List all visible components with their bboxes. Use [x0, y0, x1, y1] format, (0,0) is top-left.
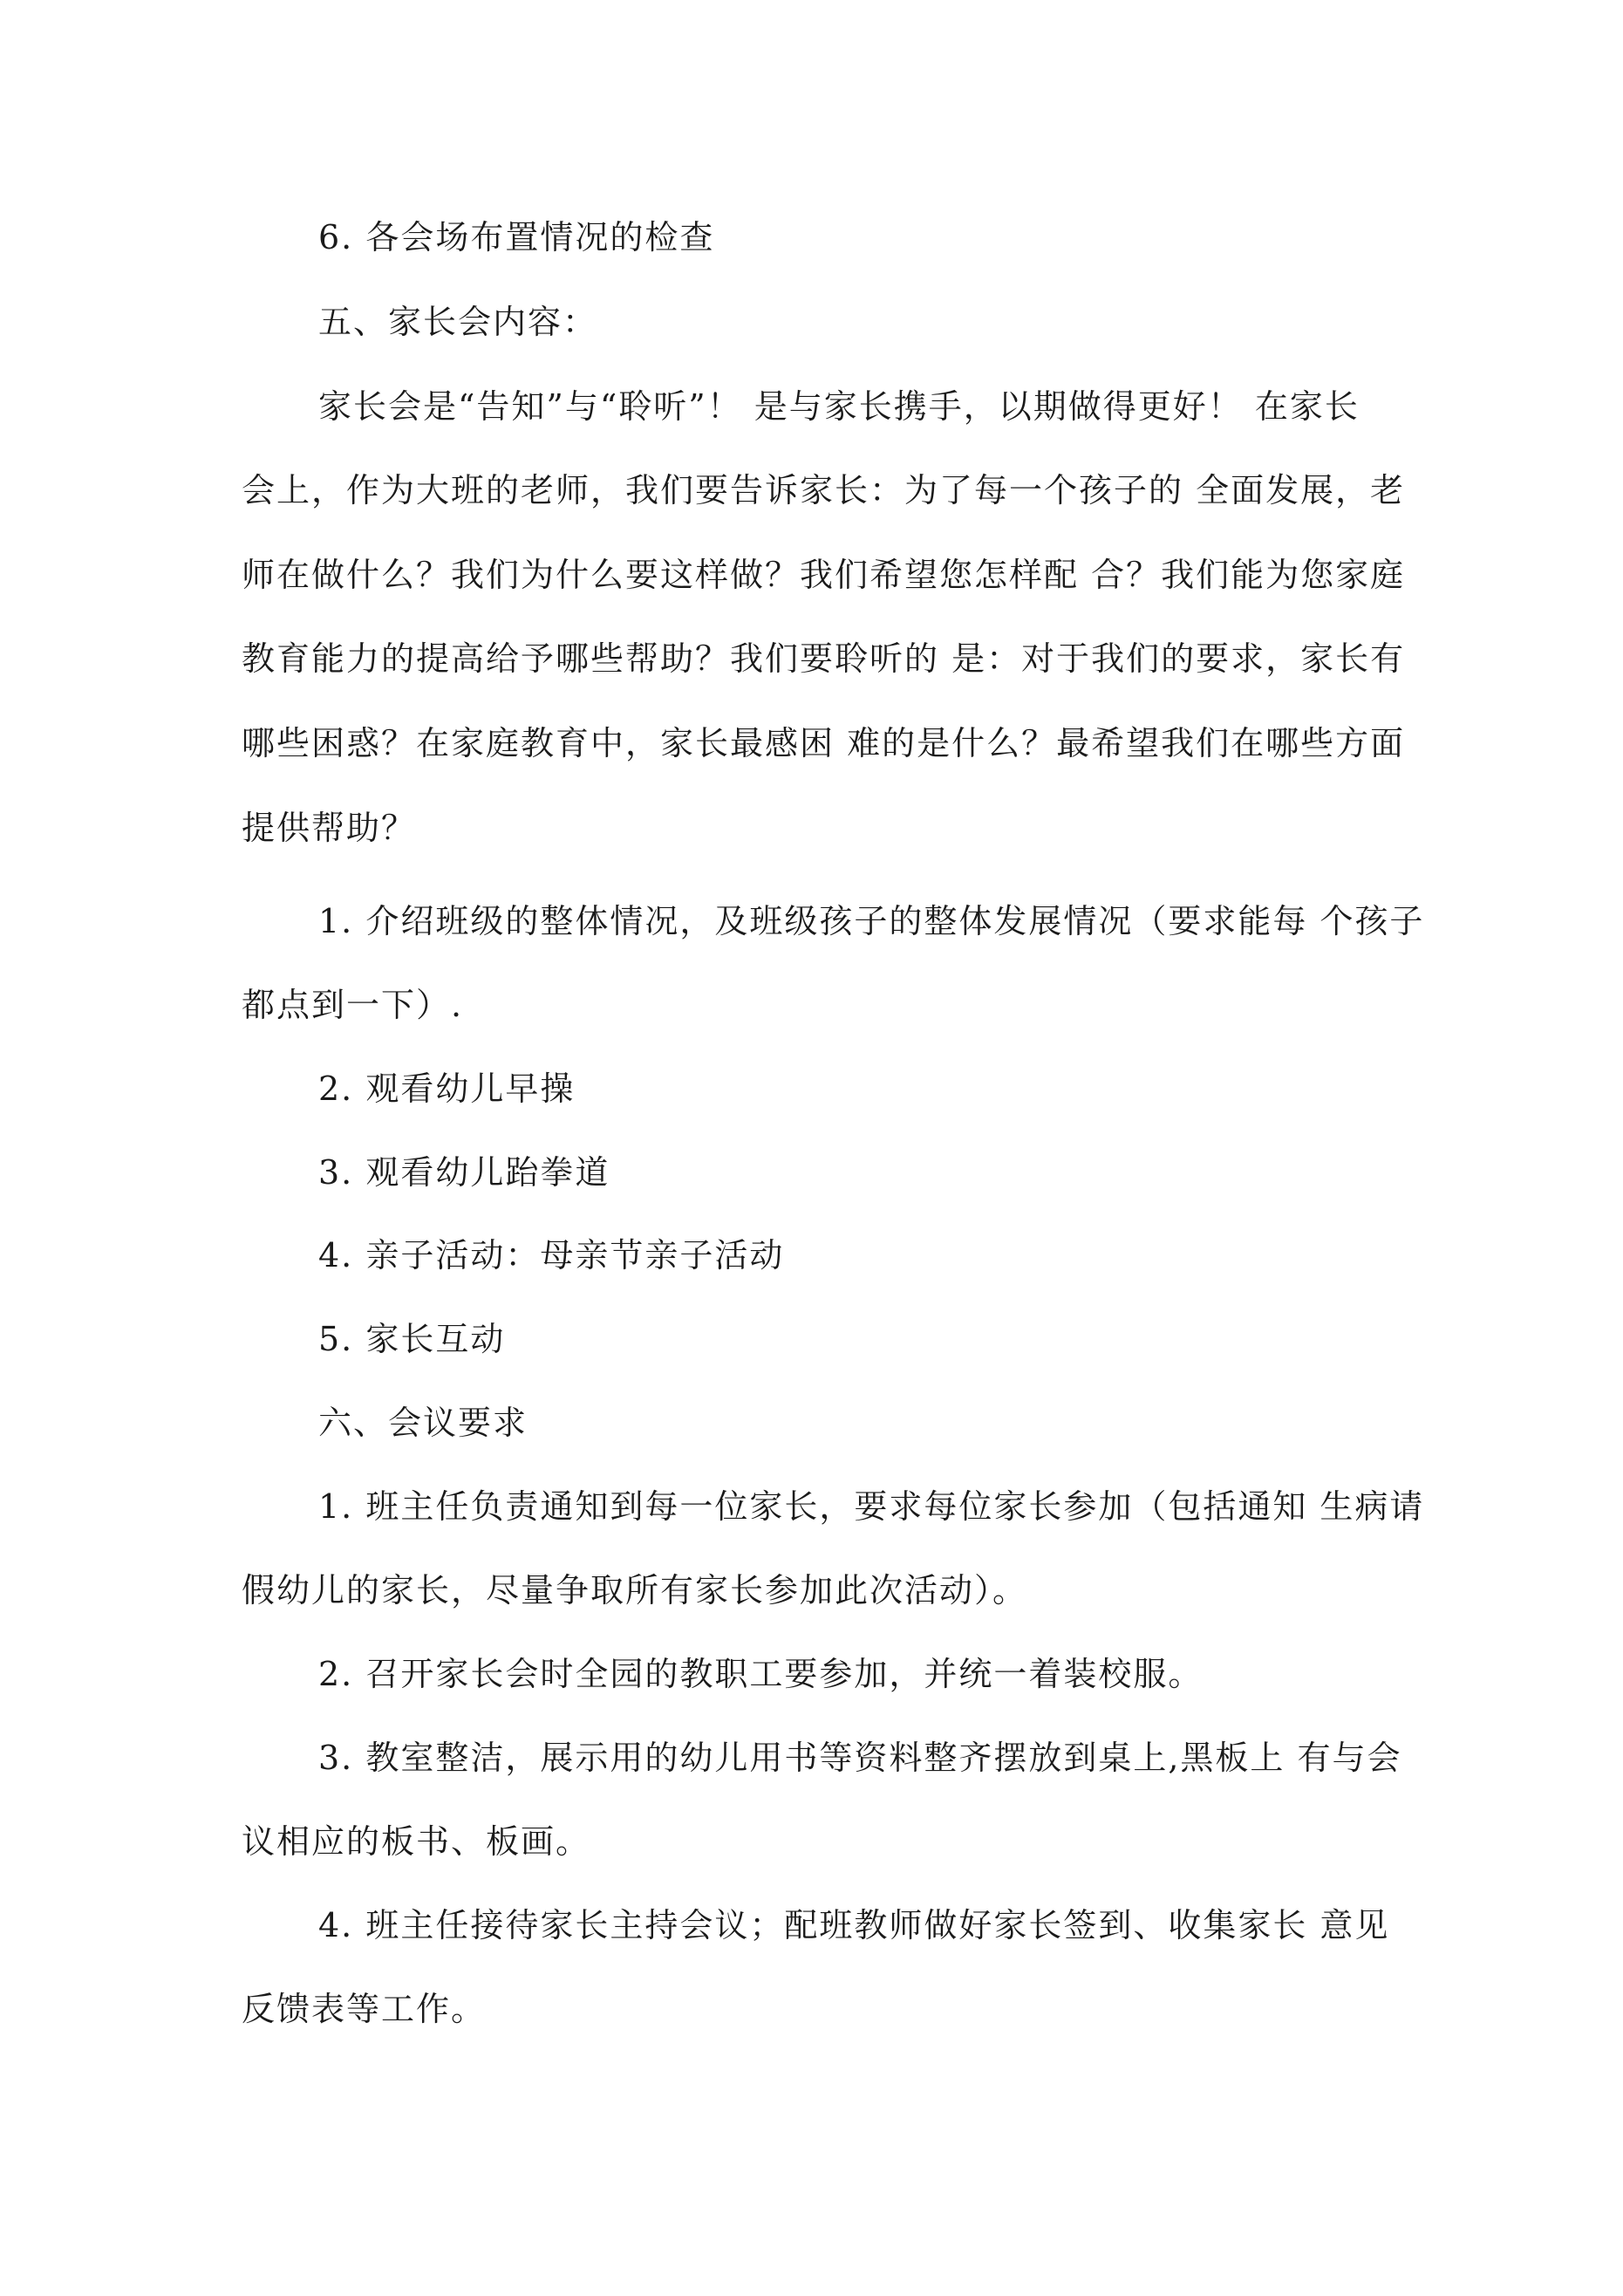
- paragraph-line: 家长会是“告知”与“聆听”！ 是与家长携手，以期做得更好！ 在家长: [318, 387, 1360, 426]
- requirement-3-cont: 议相应的板书、板画。: [242, 1822, 591, 1861]
- list-item-1: 1. 介绍班级的整体情况，及班级孩子的整体发展情况（要求能每 个孩子: [318, 902, 1425, 940]
- requirement-2: 2. 召开家长会时全园的教职工要参加，并统一着装校服。: [318, 1655, 1204, 1693]
- list-item-1-cont: 都点到一下）.: [242, 986, 464, 1024]
- requirement-4-cont: 反馈表等工作。: [242, 1990, 487, 2028]
- list-item-3: 3. 观看幼儿跆拳道: [318, 1153, 610, 1192]
- item-6-venue-check: 6. 各会场布置情况的检查: [318, 218, 715, 256]
- requirement-1-cont: 假幼儿的家长，尽量争取所有家长参加此次活动）。: [242, 1571, 1028, 1609]
- list-item-5: 5. 家长互动: [318, 1320, 506, 1358]
- section-six-heading: 六、会议要求: [318, 1404, 528, 1442]
- paragraph-line: 提供帮助？: [242, 809, 417, 847]
- paragraph-line: 师在做什么？我们为什么要这样做？我们希望您怎样配 合？我们能为您家庭: [242, 556, 1406, 594]
- requirement-4: 4. 班主任接待家长主持会议；配班教师做好家长签到、收集家长 意见: [318, 1906, 1390, 1944]
- paragraph-line: 教育能力的提高给予哪些帮助？我们要聆听的 是：对于我们的要求，家长有: [242, 639, 1406, 678]
- paragraph-line: 会上，作为大班的老师，我们要告诉家长：为了每一个孩子的 全面发展，老: [242, 471, 1406, 509]
- list-item-4: 4. 亲子活动：母亲节亲子活动: [318, 1236, 785, 1274]
- requirement-3: 3. 教室整洁，展示用的幼儿用书等资料整齐摆放到桌上,黑板上 有与会: [318, 1739, 1402, 1777]
- requirement-1: 1. 班主任负责通知到每一位家长，要求每位家长参加（包括通知 生病请: [318, 1487, 1425, 1526]
- paragraph-line: 哪些困惑？在家庭教育中，家长最感困 难的是什么？最希望我们在哪些方面: [242, 724, 1406, 762]
- section-five-heading: 五、家长会内容：: [318, 303, 598, 341]
- list-item-2: 2. 观看幼儿早操: [318, 1069, 576, 1108]
